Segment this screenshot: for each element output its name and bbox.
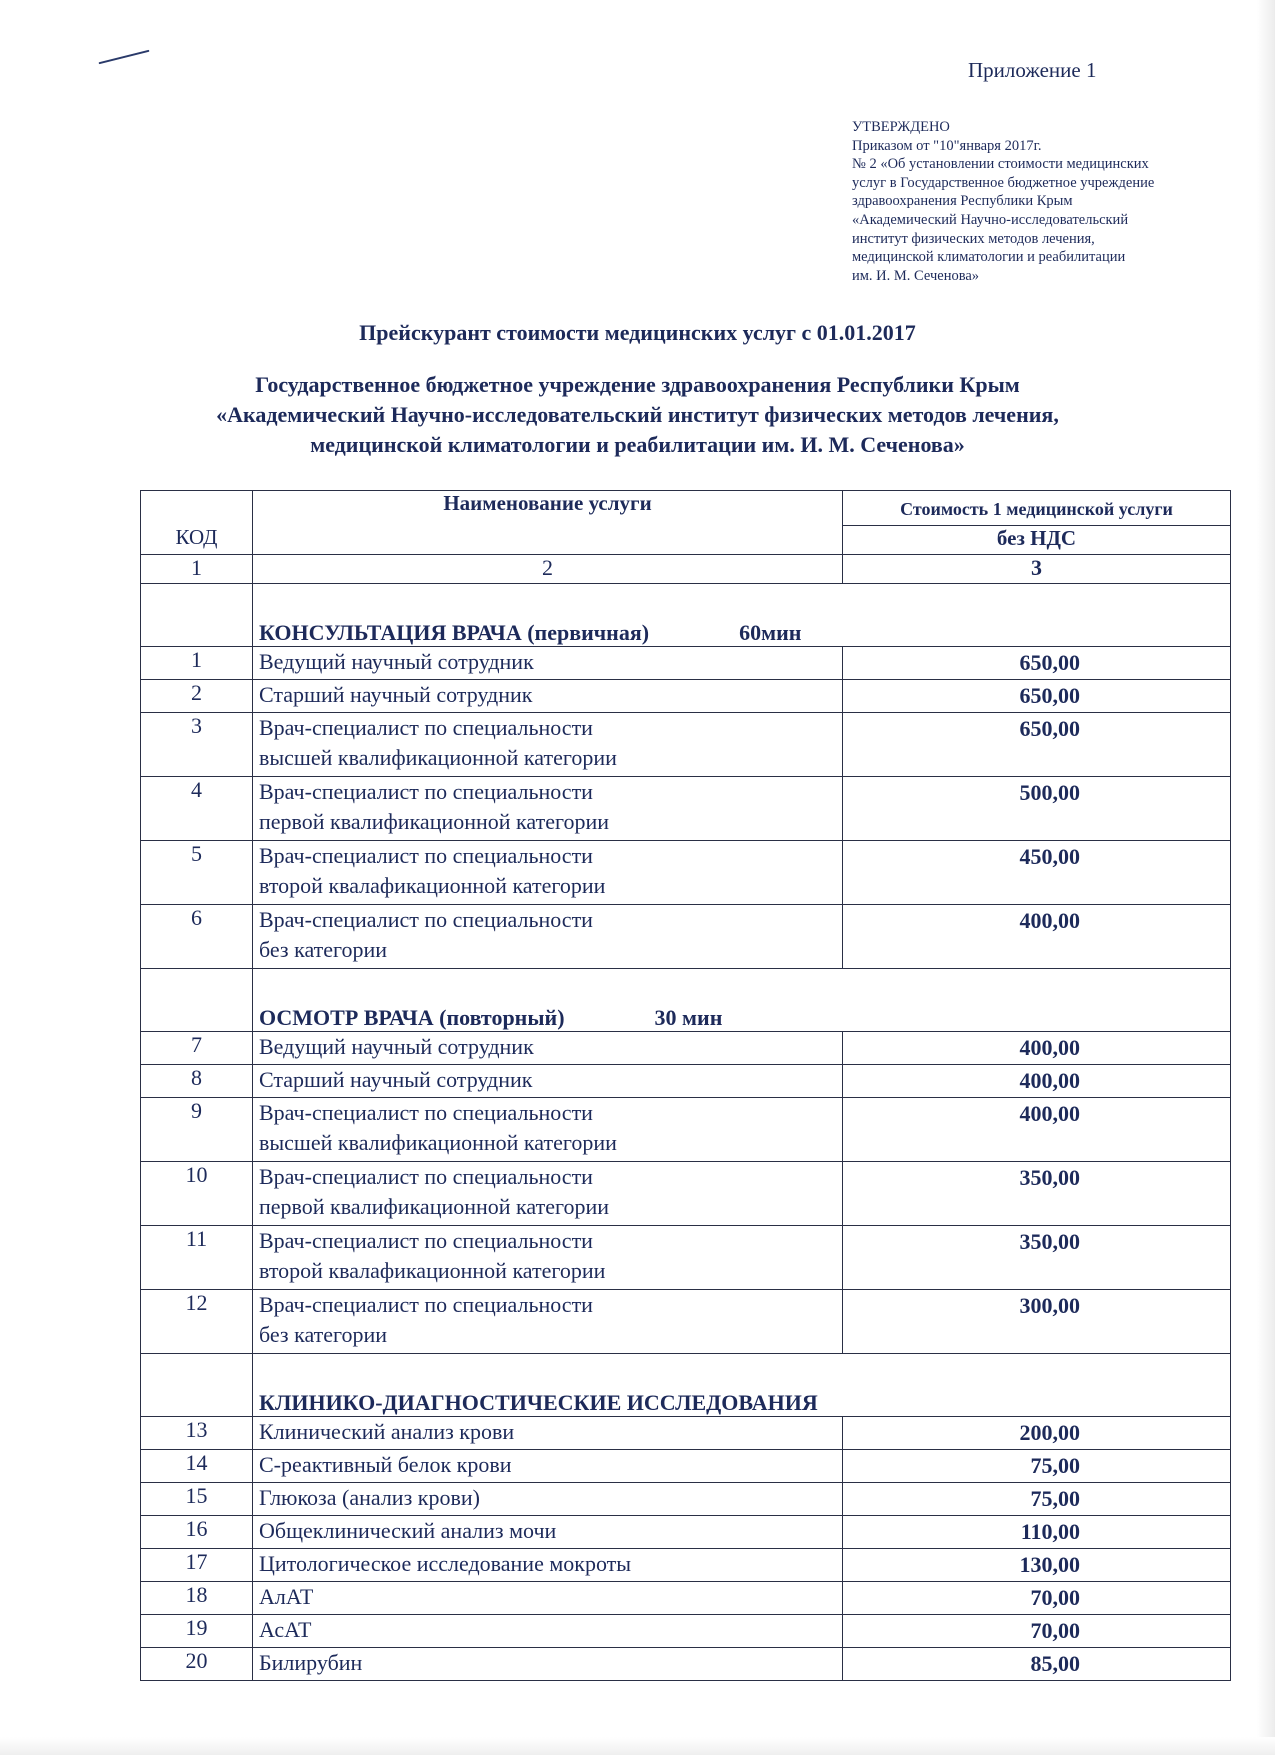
service-name	[253, 1615, 843, 1648]
approval-block	[852, 118, 1232, 285]
service-name-line: Врач-специалист по специальности	[259, 715, 593, 740]
table-row	[141, 1290, 1231, 1354]
section-duration: 30 мин	[654, 1005, 723, 1030]
section-code-cell	[141, 969, 253, 1032]
service-price: 85,00	[843, 1648, 1231, 1681]
service-name	[253, 777, 843, 841]
table-row	[141, 1615, 1231, 1648]
service-price: 130,00	[843, 1549, 1231, 1582]
service-price: 650,00	[843, 680, 1231, 713]
service-name	[253, 1582, 843, 1615]
service-code: 17	[141, 1549, 253, 1582]
service-name-line: Врач-специалист по специальности	[259, 843, 593, 868]
service-code: 2	[141, 680, 253, 713]
service-price: 350,00	[843, 1226, 1231, 1290]
service-name-line: Врач-специалист по специальности	[259, 1292, 593, 1317]
service-name-line: первой квалификационной категории	[259, 1194, 610, 1219]
table-row	[141, 1450, 1231, 1483]
service-name	[253, 1516, 843, 1549]
scan-edge	[1257, 0, 1275, 1755]
service-code: 8	[141, 1065, 253, 1098]
section-duration: 60мин	[739, 620, 802, 645]
service-price: 300,00	[843, 1290, 1231, 1354]
table-row	[141, 1032, 1231, 1065]
approval-line: здравоохранения Республики Крым	[852, 193, 1073, 210]
service-name	[253, 1417, 843, 1450]
service-name-line: Глюкоза (анализ крови)	[259, 1485, 480, 1510]
service-name	[253, 647, 843, 680]
service-price: 200,00	[843, 1417, 1231, 1450]
service-name	[253, 1162, 843, 1226]
service-name-line: С-реактивный белок крови	[259, 1452, 512, 1477]
pen-mark	[99, 50, 150, 65]
service-code: 10	[141, 1162, 253, 1226]
table-row	[141, 1516, 1231, 1549]
service-code: 1	[141, 647, 253, 680]
approval-line: «Академический Научно-исследовательский	[852, 211, 1129, 228]
service-name-line: высшей квалификационной категории	[259, 745, 617, 770]
header-cost: Стоимость 1 медицинской услуги	[843, 491, 1231, 526]
service-name-line: Билирубин	[259, 1650, 363, 1675]
section-title: КЛИНИКО-ДИАГНОСТИЧЕСКИЕ ИССЛЕДОВАНИЯ	[259, 1390, 818, 1415]
organization-line: Государственное бюджетное учреждение здравоохранения Республики Крым	[255, 372, 1020, 397]
table-row	[141, 1098, 1231, 1162]
service-name	[253, 713, 843, 777]
column-index: 1	[141, 555, 253, 584]
service-name	[253, 1450, 843, 1483]
service-code: 6	[141, 905, 253, 969]
service-code: 5	[141, 841, 253, 905]
service-price: 75,00	[843, 1483, 1231, 1516]
service-code: 4	[141, 777, 253, 841]
service-name-line: Ведущий научный сотрудник	[259, 1034, 534, 1059]
header-code: КОД	[141, 491, 253, 555]
approval-line: им. И. М. Сеченова»	[852, 267, 980, 284]
service-name	[253, 1065, 843, 1098]
service-code: 14	[141, 1450, 253, 1483]
service-name-line: АсАТ	[259, 1617, 312, 1642]
service-name-line: без категории	[259, 937, 388, 962]
table-row	[141, 1483, 1231, 1516]
service-code: 11	[141, 1226, 253, 1290]
service-name-line: Клинический анализ крови	[259, 1419, 515, 1444]
table-row	[141, 1226, 1231, 1290]
table-row	[141, 1162, 1231, 1226]
service-code: 3	[141, 713, 253, 777]
service-name	[253, 1648, 843, 1681]
column-index: 3	[843, 555, 1231, 584]
service-name-line: Врач-специалист по специальности	[259, 779, 593, 804]
service-name	[253, 1483, 843, 1516]
section-title-cell	[253, 1354, 1231, 1417]
service-name-line: АлАТ	[259, 1584, 314, 1609]
service-code: 18	[141, 1582, 253, 1615]
service-name	[253, 1226, 843, 1290]
column-index: 2	[253, 555, 843, 584]
service-code: 7	[141, 1032, 253, 1065]
service-price: 450,00	[843, 841, 1231, 905]
service-name	[253, 1032, 843, 1065]
section-title-cell	[253, 969, 1231, 1032]
service-name-line: второй квалафикационной категории	[259, 873, 606, 898]
table-row	[141, 905, 1231, 969]
service-name	[253, 1290, 843, 1354]
price-table	[140, 490, 1231, 1681]
approval-line: институт физических методов лечения,	[852, 230, 1095, 247]
section-code-cell	[141, 584, 253, 647]
service-name	[253, 1098, 843, 1162]
approval-line: медицинской климатологии и реабилитации	[852, 249, 1126, 266]
appendix-label: Приложение 1	[968, 58, 1097, 82]
table-row	[141, 1065, 1231, 1098]
service-code: 12	[141, 1290, 253, 1354]
service-name-line: Врач-специалист по специальности	[259, 1228, 593, 1253]
service-price: 70,00	[843, 1615, 1231, 1648]
service-name	[253, 841, 843, 905]
service-name-line: высшей квалификационной категории	[259, 1130, 617, 1155]
service-price: 400,00	[843, 1098, 1231, 1162]
approval-line: Приказом от "10"января 2017г.	[852, 137, 1042, 154]
section-code-cell	[141, 1354, 253, 1417]
section-header-row	[141, 584, 1231, 647]
table-row	[141, 1549, 1231, 1582]
organization-line: «Академический Научно-исследовательский институт физических методов лечения,	[216, 402, 1059, 427]
service-name-line: второй квалафикационной категории	[259, 1258, 606, 1283]
organization-line: медицинской климатологии и реабилитации им. И. М. Сеченова»	[310, 432, 965, 457]
service-name-line: без категории	[259, 1322, 388, 1347]
service-name-line: Врач-специалист по специальности	[259, 1100, 593, 1125]
service-price: 650,00	[843, 647, 1231, 680]
table-row	[141, 1582, 1231, 1615]
service-price: 650,00	[843, 713, 1231, 777]
service-name-line: Старший научный сотрудник	[259, 1067, 533, 1092]
table-row	[141, 713, 1231, 777]
approval-line: УТВЕРЖДЕНО	[852, 119, 950, 135]
section-header-row	[141, 969, 1231, 1032]
document-title: Прейскурант стоимости медицинских услуг с 01.01.2017	[359, 320, 916, 345]
service-name-line: Старший научный сотрудник	[259, 682, 533, 707]
service-name	[253, 680, 843, 713]
service-price: 400,00	[843, 905, 1231, 969]
service-code: 19	[141, 1615, 253, 1648]
approval-line: № 2 «Об установлении стоимости медицинских	[852, 156, 1149, 173]
service-code: 16	[141, 1516, 253, 1549]
table-row	[141, 1648, 1231, 1681]
service-code: 15	[141, 1483, 253, 1516]
service-price: 75,00	[843, 1450, 1231, 1483]
section-header-row	[141, 1354, 1231, 1417]
section-title: ОСМОТР ВРАЧА (повторный)	[259, 1005, 565, 1030]
header-service-name: Наименование услуги	[253, 491, 843, 555]
service-price: 70,00	[843, 1582, 1231, 1615]
service-name-line: Цитологическое исследование мокроты	[259, 1551, 632, 1576]
scan-edge	[0, 1737, 1275, 1755]
table-row	[141, 680, 1231, 713]
table-row	[141, 1417, 1231, 1450]
section-title: КОНСУЛЬТАЦИЯ ВРАЧА (первичная)	[259, 620, 650, 645]
service-price: 350,00	[843, 1162, 1231, 1226]
service-code: 13	[141, 1417, 253, 1450]
service-name	[253, 1549, 843, 1582]
table-row	[141, 777, 1231, 841]
service-price: 400,00	[843, 1065, 1231, 1098]
service-price: 110,00	[843, 1516, 1231, 1549]
service-price: 500,00	[843, 777, 1231, 841]
header-vat: без НДС	[843, 526, 1231, 555]
service-name-line: первой квалификационной категории	[259, 809, 610, 834]
service-name-line: Врач-специалист по специальности	[259, 907, 593, 932]
service-code: 9	[141, 1098, 253, 1162]
service-price: 400,00	[843, 1032, 1231, 1065]
table-row	[141, 647, 1231, 680]
service-name	[253, 905, 843, 969]
table-row	[141, 841, 1231, 905]
service-code: 20	[141, 1648, 253, 1681]
approval-line: услуг в Государственное бюджетное учреждение	[852, 174, 1155, 191]
service-name-line: Ведущий научный сотрудник	[259, 649, 534, 674]
service-name-line: Врач-специалист по специальности	[259, 1164, 593, 1189]
service-name-line: Общеклинический анализ мочи	[259, 1518, 557, 1543]
section-title-cell	[253, 584, 1231, 647]
